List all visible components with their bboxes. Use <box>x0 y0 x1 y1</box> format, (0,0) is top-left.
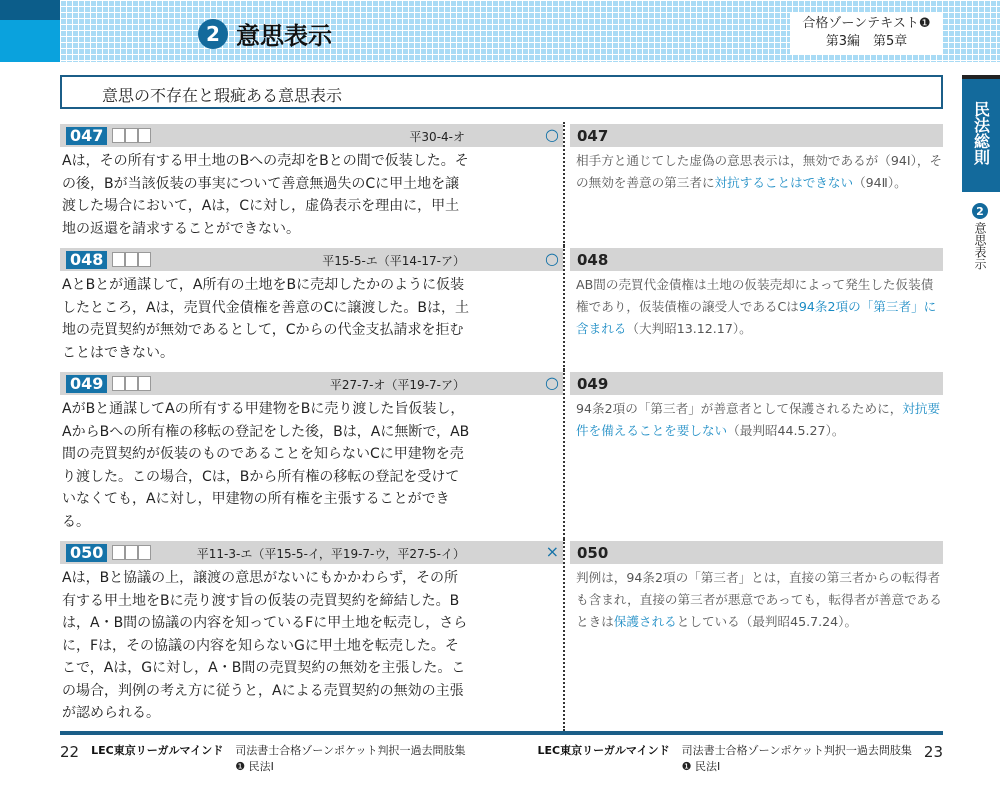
question-cell <box>60 539 563 731</box>
footer-right-book <box>682 743 912 775</box>
answer-segment: としている（最判昭45.7.24）。 <box>676 614 858 629</box>
textbook-reference <box>790 12 943 54</box>
check-boxes[interactable] <box>112 545 151 560</box>
question-grid <box>60 122 943 735</box>
answer-text <box>576 564 944 639</box>
book-volume: ❶ 民法Ⅰ <box>681 760 721 773</box>
side-section-label: 意思表示 <box>973 222 987 270</box>
question-header <box>60 124 563 147</box>
section-title-text: 意思表示 <box>236 22 332 50</box>
answer-mark: × <box>545 542 559 561</box>
question-number: 048 <box>66 251 107 269</box>
header-corner-dark <box>0 0 60 20</box>
question-number: 047 <box>66 127 107 145</box>
answer-header: 048 <box>570 248 943 271</box>
question-cell <box>60 246 563 370</box>
answer-text <box>576 147 944 200</box>
question-text: AがBと通謀してAの所有する甲建物をBに売り渡した旨仮装し，AからBへの所有権の移転の登記をした後，Bは，Aに無断で，AB間の売買契約が仮装のものであることを知らないCに甲建物を売り渡した。この場合，Cは，Bから所有権の移転の登記を受けていなくても，Aに対し，甲建物の所有権を主張することができる。 <box>62 401 470 530</box>
publisher-logo: LEC東京リーガルマインド <box>91 744 224 757</box>
question-number: 050 <box>66 544 107 562</box>
question-cell <box>60 122 563 246</box>
header-corner-blue <box>0 20 60 62</box>
question-text: Aは，Bと協議の上，譲渡の意思がないにもかかわらず，その所有する甲土地をBに売り渡す旨の仮装の売買契約を締結した。Bは，A・B間の協議の内容を知っているFに甲土地を転売し，さらに，Fは，その協議の内容を知らないGに甲土地を転売した。そこで，Aは，Gに対し，A・B間の売買契約の無効を主張した。この場合，判例の考え方に従うと，Aによる売買契約の無効の主張が認められる。 <box>62 570 468 721</box>
question-text: Aは，その所有する甲土地のBへの売却をBとの間で仮装した。その後，Bが当該仮装の事実について善意無過失のCに甲土地を譲渡した場合において，Aは，Cに対し，虚偽表示を理由に，甲土地の返還を請求することができない。 <box>62 153 469 237</box>
answer-cell <box>563 122 943 246</box>
question-cell <box>60 370 563 539</box>
answer-header: 050 <box>570 541 943 564</box>
answer-cell <box>563 370 943 539</box>
answer-cell <box>563 539 943 731</box>
answer-mark: ○ <box>545 249 559 268</box>
answer-text <box>576 395 944 448</box>
check-boxes[interactable] <box>112 252 151 267</box>
ref-line-1: 合格ゾーンテキスト❶ <box>802 16 931 31</box>
section-number-badge: 2 <box>198 19 228 49</box>
answer-segment: （大判昭13.12.17）。 <box>626 321 752 336</box>
footer-left <box>60 743 465 775</box>
question-header <box>60 541 563 564</box>
question-source: 平30-4-オ <box>409 130 465 144</box>
footer-left-book <box>235 743 465 775</box>
answer-segment: 相手方と通じてした虚偽の意思表示は，無効であるが（94Ⅰ），その無効を善意の第三者に <box>576 153 943 190</box>
answer-highlight: 対抗要件を備えることを要しない <box>576 401 941 438</box>
answer-segment: （94Ⅱ）。 <box>853 175 907 190</box>
topic-heading: 意思の不存在と瑕疵ある意思表示 <box>60 75 943 109</box>
side-section-number: 2 <box>972 203 988 219</box>
footer-right <box>538 743 943 775</box>
book-title: 司法書士合格ゾーンポケット判択一過去問肢集 <box>681 744 912 757</box>
answer-text <box>576 271 944 346</box>
question-header <box>60 372 563 395</box>
check-boxes[interactable] <box>112 376 151 391</box>
page-number-right: 23 <box>923 743 943 761</box>
answer-highlight: 保護される <box>613 614 677 629</box>
answer-cell <box>563 246 943 370</box>
answer-highlight: 対抗することはできない <box>714 175 854 190</box>
answer-header: 049 <box>570 372 943 395</box>
ref-line-2: 第3編 第5章 <box>825 34 908 49</box>
question-source: 平11-3-エ（平15-5-イ，平19-7-ウ，平27-5-イ） <box>196 547 465 561</box>
answer-header: 047 <box>570 124 943 147</box>
side-tab-chapter[interactable]: 民法総則 <box>962 75 1000 192</box>
check-boxes[interactable] <box>112 128 151 143</box>
answer-segment: AB間の売買代金債権は土地の仮装売却によって発生した仮装債権であり，仮装債権の譲受人であるCは <box>576 277 934 314</box>
answer-mark: ○ <box>545 125 559 144</box>
publisher-logo: LEC東京リーガルマインド <box>537 744 670 757</box>
section-title <box>198 16 332 51</box>
answer-segment: 94条2項の「第三者」が善意者として保護されるために， <box>576 401 903 416</box>
book-volume: ❶ 民法Ⅰ <box>235 760 274 773</box>
answer-mark: ○ <box>545 373 559 392</box>
question-source: 平15-5-エ（平14-17-ア） <box>322 254 465 268</box>
question-number: 049 <box>66 375 107 393</box>
page-number-left: 22 <box>60 743 80 761</box>
question-header <box>60 248 563 271</box>
answer-highlight: 94条2項の「第三者」に含まれる <box>576 299 937 336</box>
question-text: AとBとが通謀して，A所有の土地をBに売却したかのように仮装したところ，Aは，売買代金債権を善意のCに譲渡した。Bは，土地の売買契約が無効であるとして，Cからの代金支払請求を拒むことはできない。 <box>62 277 469 361</box>
question-source: 平27-7-オ（平19-7-ア） <box>329 378 465 392</box>
answer-segment: 判例は，94条2項の「第三者」とは，直接の第三者からの転得者も含まれ，直接の第三者が悪意であっても，転得者が善意であるときは <box>576 570 942 629</box>
book-title: 司法書士合格ゾーンポケット判択一過去問肢集 <box>235 744 466 757</box>
answer-segment: （最判昭44.5.27）。 <box>727 423 845 438</box>
